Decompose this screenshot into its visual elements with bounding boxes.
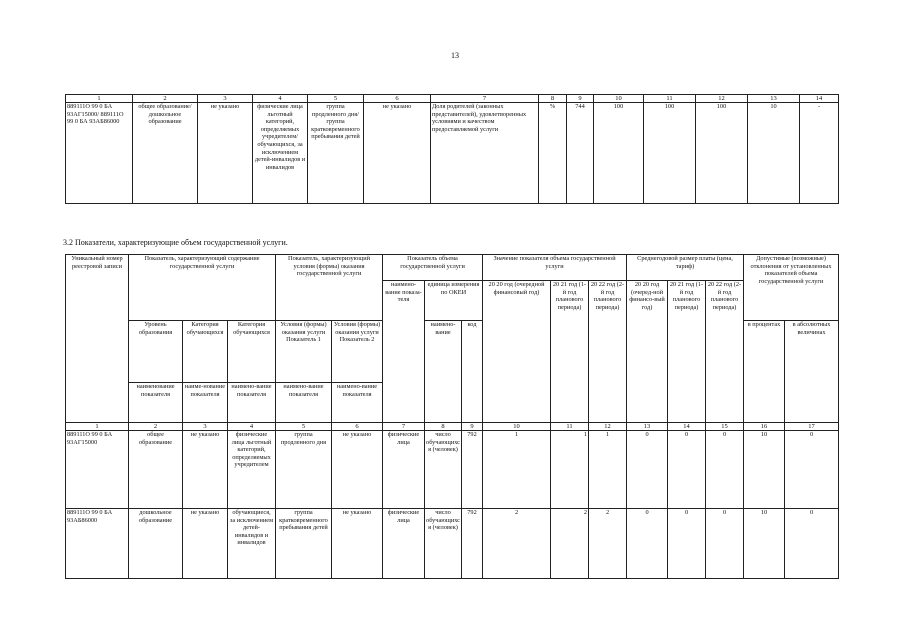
value-year-3: 1 <box>589 431 627 509</box>
deviation-absolute: - <box>800 103 839 204</box>
okei-code: 744 <box>567 103 594 204</box>
education-level: общее образование <box>129 431 183 509</box>
category-2: физические лица льготный категорий, определяемых учредителем <box>228 431 276 509</box>
header-level: Уровень образования <box>129 321 183 383</box>
header-year-3: 20 22 год (2-й год планового периода) <box>589 281 627 423</box>
col-number: 6 <box>332 423 383 431</box>
quality-indicator-name: Доля родителей (законных представителей), удовлетворенных условиями и качеством предоставляемой услуги <box>431 103 539 204</box>
header-name-1: наименование показателя <box>129 383 183 423</box>
header-unit-name: наимено-вание <box>425 321 462 423</box>
header-avg-price: Среднегодовой размер платы (цена, тариф) <box>627 255 744 281</box>
header-price-year-2: 20 21 год (1-й год планового периода) <box>668 281 706 423</box>
condition-2: не указано <box>332 509 383 579</box>
okei-code: 792 <box>462 431 483 509</box>
col-number: 3 <box>183 423 228 431</box>
header-row-1 <box>66 255 839 281</box>
col-number: 12 <box>589 423 627 431</box>
col-number: 17 <box>785 423 839 431</box>
volume-name: физические лица <box>383 431 425 509</box>
price-year-1: 0 <box>627 509 668 579</box>
education-level: дошкольное образование <box>129 509 183 579</box>
value-year-2: 100 <box>644 103 696 204</box>
header-unit-okei: единица измерения по ОКЕИ <box>425 281 483 321</box>
deviation-absolute: 0 <box>785 431 839 509</box>
col-number: 7 <box>383 423 425 431</box>
value-year-2: 1 <box>551 431 589 509</box>
col-number: 12 <box>696 95 748 103</box>
value-year-2: 2 <box>551 509 589 579</box>
col-number: 1 <box>66 95 133 103</box>
header-condition-2: Условия (формы) оказания услуги Показатель 2 <box>332 321 383 383</box>
col-number: 5 <box>276 423 332 431</box>
col-number: 5 <box>308 95 364 103</box>
deviation-absolute: 0 <box>785 509 839 579</box>
col-number: 11 <box>644 95 696 103</box>
deviation-percent: 10 <box>744 509 785 579</box>
category-1: не указано <box>183 509 228 579</box>
table1-data-row <box>66 103 839 204</box>
col-number: 3 <box>198 95 253 103</box>
col-number: 13 <box>748 95 800 103</box>
service-form: группа продленного дня/ группа кратковременного пребывания детей <box>308 103 364 204</box>
table-row <box>66 509 839 579</box>
quality-indicators-table <box>65 94 839 204</box>
col-number: 2 <box>129 423 183 431</box>
col-number: 4 <box>228 423 276 431</box>
header-conditions: Показатель, характеризующий условия (формы) оказания государственной услуги <box>276 255 383 321</box>
unit-name: число обучающихся (человек) <box>425 509 462 579</box>
header-in-percent: в процентах <box>744 321 785 423</box>
header-name-2: наиме-нование показателя <box>183 383 228 423</box>
header-condition-1: Условия (формы) оказания услуги Показатель 1 <box>276 321 332 383</box>
header-category-1: Категория обучающихся <box>183 321 228 383</box>
col-number: 14 <box>800 95 839 103</box>
col-number: 11 <box>551 423 589 431</box>
col-number: 4 <box>253 95 308 103</box>
content-indicator-3: физические лица льготный категорий, определяемых учредителем/ обучающихся, за исключением детей-инвалидов и инвалидов <box>253 103 308 204</box>
col-number: 8 <box>425 423 462 431</box>
header-deviation: Допустимые (возможные) отклонения от установленных показателей объема государственной услуги <box>744 255 839 321</box>
col-number: 14 <box>668 423 706 431</box>
header-content: Показатель, характеризующий содержание государственной услуги <box>129 255 276 321</box>
col-number: 9 <box>462 423 483 431</box>
col-number: 10 <box>594 95 644 103</box>
page-number: 13 <box>451 51 459 60</box>
col-number: 6 <box>364 95 431 103</box>
unit-name: число обучающихся (человек) <box>425 431 462 509</box>
value-year-1: 2 <box>483 509 551 579</box>
deviation-percent: 10 <box>748 103 800 204</box>
category-2: обучающиеся, за исключением детей-инвалидов и инвалидов <box>228 509 276 579</box>
header-year-1: 20 20 год (очередной финансовый год) <box>483 281 551 423</box>
col-number: 13 <box>627 423 668 431</box>
header-name-4: наимено-вание показателя <box>276 383 332 423</box>
header-name-3: наимено-вание показателя <box>228 383 276 423</box>
header-price-year-3: 20 22 год (2-й год планового периода) <box>706 281 744 423</box>
header-value: Значение показателя объема государственной услуги <box>483 255 627 281</box>
col-number: 15 <box>706 423 744 431</box>
category: не указано <box>198 103 253 204</box>
value-year-1: 100 <box>594 103 644 204</box>
header-unique-number: Уникальный номер реестровой записи <box>66 255 129 423</box>
col-number: 16 <box>744 423 785 431</box>
table1-column-numbers-row <box>66 95 839 103</box>
registry-code: 889111О 99 0 БА 93АГ15000 <box>66 431 129 509</box>
col-number: 9 <box>567 95 594 103</box>
condition-2: не указано <box>364 103 431 204</box>
volume-indicators-table <box>65 254 839 579</box>
condition-1: группа кратковременного пребывания детей <box>276 509 332 579</box>
price-year-2: 0 <box>668 509 706 579</box>
col-number: 2 <box>133 95 198 103</box>
col-number: 7 <box>431 95 539 103</box>
unit: % <box>539 103 567 204</box>
header-year-2: 20 21 год (1-й год планового периода) <box>551 281 589 423</box>
header-unit-code: код <box>462 321 483 423</box>
table2-column-numbers-row <box>66 423 839 431</box>
education-type: общее образование/ дошкольное образование <box>133 103 198 204</box>
header-volume-name: наимено-вание показа-теля <box>383 281 425 423</box>
header-price-year-1: 20 20 год (очеред-ной финансо-вый год) <box>627 281 668 423</box>
okei-code: 792 <box>462 509 483 579</box>
col-number: 10 <box>483 423 551 431</box>
deviation-percent: 10 <box>744 431 785 509</box>
category-1: не указано <box>183 431 228 509</box>
header-volume: Показатель объема государственной услуги <box>383 255 483 281</box>
condition-2: не указано <box>332 431 383 509</box>
col-number: 8 <box>539 95 567 103</box>
registry-code: 889111О 99 0 БА 93АБ86000 <box>66 509 129 579</box>
condition-1: группа продленного дня <box>276 431 332 509</box>
value-year-3: 2 <box>589 509 627 579</box>
section-title: 3.2 Показатели, характеризующие объем государственной услуги. <box>63 238 288 247</box>
header-in-absolute: в абсолютных величинах <box>785 321 839 423</box>
price-year-3: 0 <box>706 509 744 579</box>
value-year-3: 100 <box>696 103 748 204</box>
header-name-5: наимено-вание показателя <box>332 383 383 423</box>
value-year-1: 1 <box>483 431 551 509</box>
table-row <box>66 431 839 509</box>
price-year-3: 0 <box>706 431 744 509</box>
registry-code: 889111О 99 0 БА 93АГ15000/ 889111О 99 0 БА 93АБ86000 <box>66 103 133 204</box>
volume-name: физические лица <box>383 509 425 579</box>
price-year-1: 0 <box>627 431 668 509</box>
col-number: 1 <box>66 423 129 431</box>
header-category-2: Категория обучающихся <box>228 321 276 383</box>
price-year-2: 0 <box>668 431 706 509</box>
